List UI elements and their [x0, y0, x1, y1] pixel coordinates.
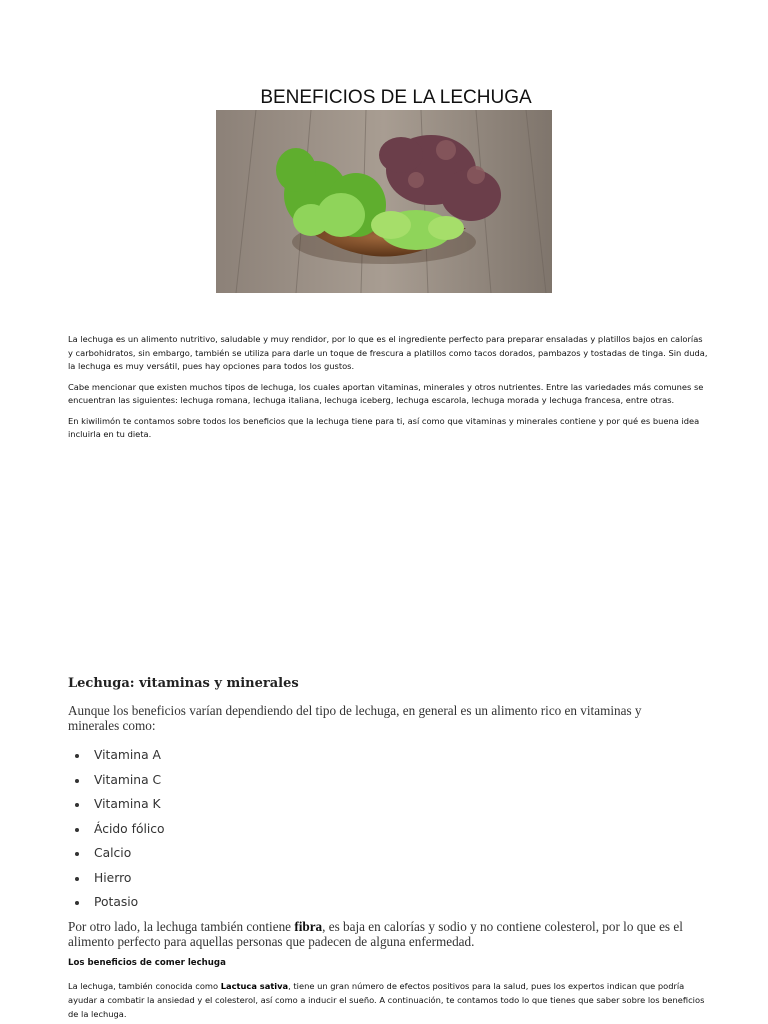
fiber-text-end: , es baja en calorías y sodio y no contiene colesterol, por lo que es el alimento perfecto para aquellas personas que padecen de alguna enfermedad. — [68, 919, 683, 949]
bullet-icon — [75, 852, 79, 856]
bullet-icon — [75, 754, 79, 758]
intro-paragraph-2: Cabe mencionar que existen muchos tipos de lechuga, los cuales aportan vitaminas, minerales y otros nutrientes. Entre las variedades más comunes se encuentran las siguientes: lechuga romana, lechuga italiana, lechuga iceberg, lechuga escarola, lechuga morada y lechuga francesa, entre otras. — [68, 381, 704, 405]
bullet-icon — [75, 828, 79, 832]
fiber-text-start: Por otro lado, la lechuga también contiene — [68, 919, 295, 934]
bullet-icon — [75, 877, 79, 881]
lettuce-bowl-photo — [216, 110, 552, 293]
fiber-paragraph — [68, 919, 688, 949]
list-item — [75, 745, 165, 770]
bullet-icon — [75, 779, 79, 783]
nutrient-label: Potasio — [94, 895, 139, 909]
bullet-icon — [75, 803, 79, 807]
list-item — [75, 868, 165, 893]
bullet-icon — [75, 901, 79, 905]
nutrient-label: Vitamina A — [94, 748, 161, 762]
nutrient-label: Vitamina K — [94, 797, 161, 811]
list-item — [75, 819, 165, 844]
nutrient-label: Ácido fólico — [94, 821, 165, 836]
nutrient-label: Vitamina C — [94, 772, 162, 787]
document-title: BENEFICIOS DE LA LECHUGA — [260, 87, 532, 108]
section-lead: Aunque los beneficios varían dependiendo del tipo de lechuga, en general es un alimento rico en vitaminas y minerales como: — [68, 703, 642, 733]
nutrient-label: Hierro — [94, 870, 132, 885]
benefits-text-start: La lechuga, también conocida como — [68, 981, 221, 991]
nutrient-list — [75, 745, 165, 917]
list-item — [75, 794, 165, 819]
list-item — [75, 770, 165, 795]
benefits-subheading: Los beneficios de comer lechuga — [68, 958, 226, 968]
list-item — [75, 892, 165, 917]
intro-paragraph-3: En kiwilimón te contamos sobre todos los beneficios que la lechuga tiene para ti, así como que vitaminas y minerales contiene y por qué es buena idea incluirla en tu dieta. — [68, 415, 700, 439]
scientific-name: Lactuca sativa — [220, 981, 289, 991]
fiber-bold: fibra — [294, 919, 323, 934]
nutrient-label: Calcio — [94, 846, 132, 860]
intro-text — [68, 333, 708, 449]
benefits-text-end: , tiene un gran número de efectos positivos para la salud, pues los expertos indican que podría ayudar a combatir la ansiedad y el colesterol, así como a inducir el sueño. A continuación, te contamos todo lo que tienes que saber sobre los beneficios de la lechuga. — [68, 981, 705, 1019]
benefits-paragraph — [68, 979, 708, 1021]
list-item — [75, 843, 165, 868]
lettuce-bowl-illustration — [216, 110, 552, 293]
intro-paragraph-1: La lechuga es un alimento nutritivo, saludable y muy rendidor, por lo que es el ingrediente perfecto para preparar ensaladas y platillos bajos en calorías y carbohidratos, sin embargo, también se utiliza para darle un toque de frescura a platillos como tacos dorados, pambazos y tostadas de tinga. Sin duda, la lechuga es muy versátil, pues hay opciones para todos los gustos. — [68, 334, 708, 371]
section-heading: Lechuga: vitaminas y minerales — [68, 676, 299, 691]
